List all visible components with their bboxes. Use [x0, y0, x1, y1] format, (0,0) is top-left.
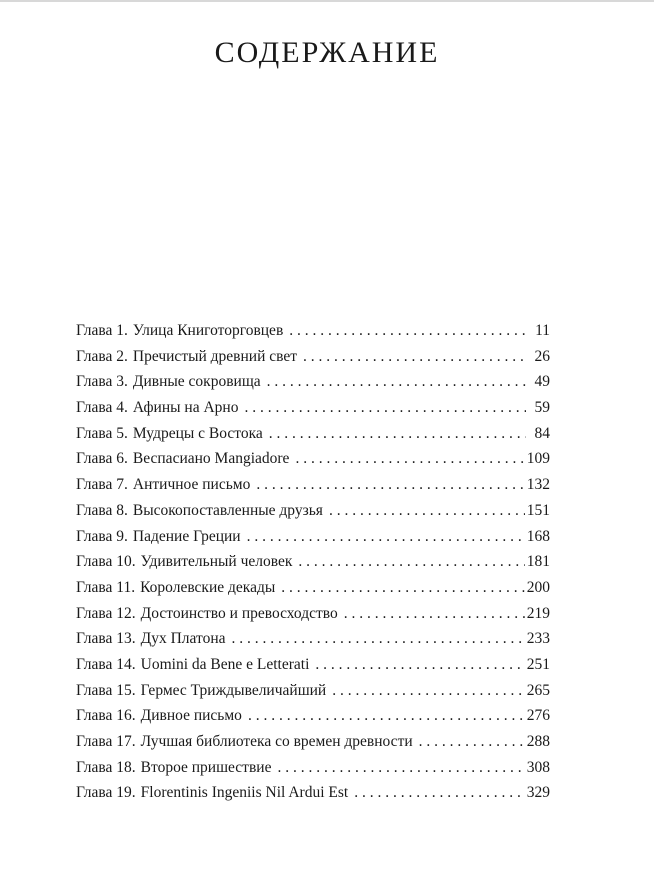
toc-entry[interactable] [76, 703, 550, 729]
toc-chapter-title: Удивительный человек [140, 553, 293, 571]
toc-page-number: 84 [534, 424, 550, 442]
toc-page-number: 200 [526, 578, 550, 596]
toc-entry[interactable] [76, 755, 550, 781]
toc-chapter-number: Глава 3. [76, 373, 128, 391]
toc-chapter-number: Глава 19. [76, 784, 136, 802]
toc-page-number: 276 [526, 707, 550, 725]
toc-chapter-number: Глава 10. [76, 553, 136, 571]
toc-page-number: 59 [534, 399, 550, 417]
toc-page-number: 151 [526, 501, 550, 519]
toc-chapter-number: Глава 14. [76, 655, 136, 673]
toc-dot-leader [303, 344, 526, 370]
toc-chapter-number: Глава 6. [76, 450, 128, 468]
toc-entry[interactable] [76, 344, 550, 370]
toc-chapter-number: Глава 8. [76, 501, 128, 519]
toc-chapter-title: Дух Платона [140, 630, 226, 648]
toc-dot-leader [232, 626, 525, 652]
toc-chapter-number: Глава 16. [76, 707, 136, 725]
toc-dot-leader [277, 755, 524, 781]
toc-page-number: 233 [526, 630, 550, 648]
toc-entry[interactable] [76, 318, 550, 344]
toc-chapter-number: Глава 1. [76, 322, 128, 339]
toc-chapter-number: Глава 2. [76, 347, 128, 365]
toc-page-number: 49 [534, 373, 550, 391]
page-top-border [0, 0, 654, 2]
toc-chapter-title: Падение Греции [132, 527, 241, 545]
toc-chapter-title: Королевские декады [140, 578, 276, 596]
toc-page-number: 219 [526, 604, 550, 622]
toc-page-number: 288 [526, 733, 550, 750]
toc-entry[interactable] [76, 421, 550, 447]
toc-dot-leader [281, 575, 525, 601]
toc-dot-leader [315, 652, 524, 678]
toc-page-number: 308 [526, 758, 550, 776]
toc-chapter-number: Глава 4. [76, 399, 128, 417]
toc-dot-leader [332, 678, 525, 704]
toc-chapter-number: Глава 7. [76, 476, 128, 494]
toc-chapter-number: Глава 15. [76, 681, 136, 699]
toc-page-number: 181 [526, 553, 550, 571]
toc-chapter-title: Афины на Арно [132, 399, 239, 417]
toc-chapter-title: Мудрецы с Востока [132, 424, 263, 442]
toc-page-number: 329 [526, 784, 550, 802]
toc-chapter-number: Глава 11. [76, 578, 136, 596]
toc-page-number: 11 [535, 322, 550, 339]
toc-dot-leader [244, 395, 526, 421]
toc-page-number: 251 [526, 655, 550, 673]
toc-chapter-title: Веспасиано Mangiadore [132, 450, 290, 468]
toc-chapter-title: Дивные сокровища [132, 373, 261, 391]
toc-page-number: 26 [534, 347, 550, 365]
table-of-contents [76, 318, 550, 806]
toc-chapter-number: Глава 5. [76, 424, 128, 442]
toc-entry[interactable] [76, 498, 550, 524]
toc-entry[interactable] [76, 729, 550, 755]
toc-chapter-title: Достоинство и превосходство [140, 604, 338, 622]
toc-dot-leader [256, 472, 524, 498]
toc-entry[interactable] [76, 524, 550, 550]
toc-dot-leader [248, 703, 525, 729]
toc-entry[interactable] [76, 626, 550, 652]
toc-entry[interactable] [76, 472, 550, 498]
toc-entry[interactable] [76, 575, 550, 601]
toc-dot-leader [247, 524, 525, 550]
toc-entry[interactable] [76, 446, 550, 472]
toc-chapter-title: Дивное письмо [140, 707, 242, 725]
toc-entry[interactable] [76, 549, 550, 575]
toc-chapter-title: Florentinis Ingeniis Nil Ardui Est [140, 784, 349, 802]
toc-chapter-title: Гермес Триждывеличайший [140, 681, 327, 699]
toc-dot-leader [295, 446, 524, 472]
toc-entry[interactable] [76, 369, 550, 395]
toc-page-number: 109 [526, 450, 550, 468]
toc-chapter-title: Пречистый древний свет [132, 347, 298, 365]
toc-page-number: 265 [526, 681, 550, 699]
toc-dot-leader [289, 318, 526, 344]
toc-chapter-title: Uomini da Bene e Letterati [140, 655, 310, 673]
toc-dot-leader [344, 601, 525, 627]
toc-chapter-number: Глава 13. [76, 630, 136, 648]
toc-entry[interactable] [76, 678, 550, 704]
toc-dot-leader [419, 729, 525, 755]
toc-chapter-number: Глава 18. [76, 758, 136, 776]
toc-entry[interactable] [76, 780, 550, 806]
toc-chapter-number: Глава 12. [76, 604, 136, 622]
toc-dot-leader [329, 498, 525, 524]
toc-chapter-title: Улица Книготорговцев [132, 322, 284, 339]
toc-entry[interactable] [76, 395, 550, 421]
page-title: СОДЕРЖАНИЕ [214, 36, 440, 69]
toc-dot-leader [354, 780, 525, 806]
toc-chapter-title: Лучшая библиотека со времен древности [140, 733, 413, 750]
toc-entry[interactable] [76, 601, 550, 627]
toc-chapter-title: Второе пришествие [140, 758, 272, 776]
toc-dot-leader [267, 369, 526, 395]
toc-entry[interactable] [76, 652, 550, 678]
toc-chapter-title: Античное письмо [132, 476, 251, 494]
toc-page-number: 168 [526, 527, 550, 545]
toc-chapter-number: Глава 9. [76, 527, 128, 545]
toc-chapter-title: Высокопоставленные друзья [132, 501, 323, 519]
toc-chapter-number: Глава 17. [76, 733, 136, 750]
toc-dot-leader [298, 549, 524, 575]
toc-dot-leader [269, 421, 526, 447]
toc-page-number: 132 [526, 476, 550, 494]
